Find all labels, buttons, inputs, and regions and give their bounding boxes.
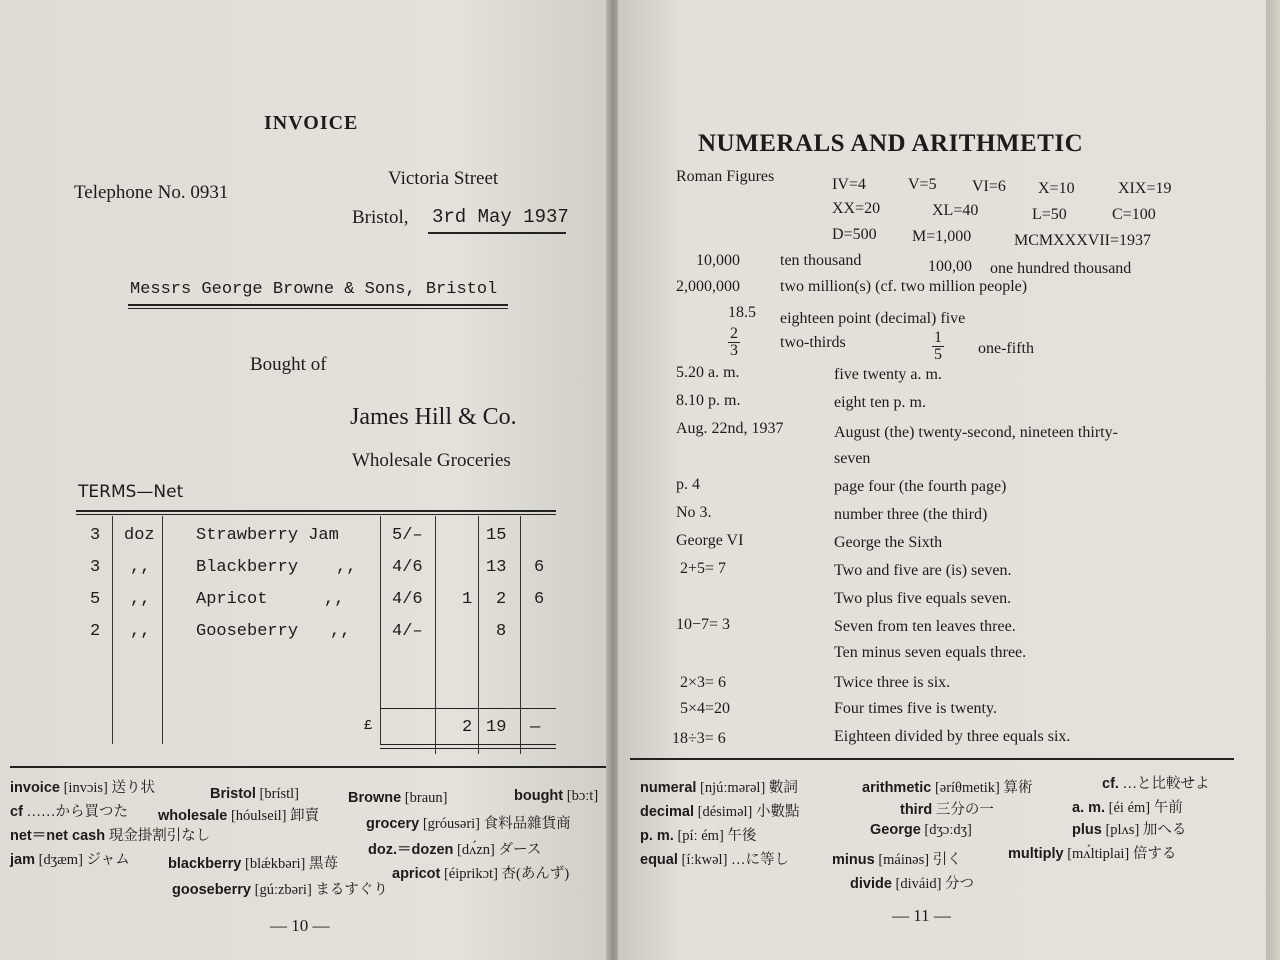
glossary-divider (10, 766, 606, 768)
roman-label: Roman Figures (676, 168, 775, 185)
roman-item: IV=4 (832, 176, 866, 193)
left-page (0, 0, 612, 960)
table-row (78, 590, 558, 620)
gloss-word: gooseberry (172, 882, 251, 898)
equation-text: Eighteen divided by three equals six. (834, 728, 1071, 745)
gloss-word: blackberry (168, 856, 242, 872)
shillings: 2 (496, 590, 507, 609)
number-text: page four (the fourth page) (834, 478, 1007, 495)
number: George VI (676, 532, 744, 549)
gloss-japanese: …と比較せよ (1122, 776, 1210, 792)
roman-item: V=5 (908, 176, 937, 193)
total-shillings: 19 (486, 718, 507, 737)
shillings: 13 (486, 558, 507, 577)
roman-item: D=500 (832, 226, 877, 243)
shillings: 15 (486, 526, 507, 545)
price: 4/6 (392, 590, 423, 609)
gloss-phonetic: [njúːmərəl] (700, 780, 766, 796)
gloss-phonetic: [gúːzbəri] (254, 882, 312, 898)
equation-text: Two plus five equals seven. (834, 590, 1012, 607)
equation-text: Four times five is twenty. (834, 700, 997, 717)
gloss-japanese: 算術 (1003, 780, 1033, 796)
total-row (78, 718, 558, 748)
number-text: one hundred thousand (990, 260, 1132, 277)
gloss-word: divide (850, 876, 892, 892)
gloss-word: a. m. (1072, 800, 1106, 816)
gloss-word: Browne (348, 790, 402, 806)
item: Gooseberry (196, 622, 299, 641)
gloss-japanese: 現金掛割引なし (108, 828, 211, 844)
gloss-japanese: 黑苺 (309, 856, 339, 872)
gloss-word: third (900, 802, 933, 818)
street-address: Victoria Street (388, 168, 499, 189)
gloss-word: arithmetic (862, 780, 932, 796)
number-text: two million(s) (cf. two million people) (780, 278, 1028, 295)
price: 4/6 (392, 558, 423, 577)
roman-item: VI=6 (972, 178, 1006, 195)
right-page (618, 0, 1270, 960)
pounds: 1 (462, 590, 473, 609)
number-text: eighteen point (decimal) five (780, 310, 966, 327)
gloss-word: bought (514, 788, 564, 804)
fraction-two-thirds (728, 326, 740, 359)
gloss-phonetic: [éi ém] (1108, 800, 1151, 816)
gloss-word: grocery (366, 816, 420, 832)
gloss-phonetic: [mʌ́ltiplai] (1067, 846, 1130, 862)
gloss-word: plus (1072, 822, 1102, 838)
terms: TERMS—Net (78, 482, 184, 502)
number-text: five twenty a. m. (834, 366, 942, 383)
number-text: ten thousand (780, 252, 862, 269)
number-text: August (the) twenty-second, nineteen thirty- (834, 424, 1118, 441)
gloss-japanese: 午前 (1153, 800, 1183, 816)
roman-item: M=1,000 (912, 228, 972, 245)
number-text: two-thirds (780, 334, 846, 351)
invoice-title: INVOICE (264, 112, 359, 134)
gloss-japanese: 卸賣 (290, 808, 320, 824)
gloss-phonetic: [píː ém] (677, 828, 724, 844)
unit: ,, (130, 558, 151, 577)
gloss-phonetic: [hóulseil] (230, 808, 287, 824)
qty: 3 (90, 526, 101, 545)
gloss-word: cf (10, 804, 23, 820)
ditto: ,, (330, 622, 351, 641)
gloss-phonetic: [máinəs] (878, 852, 930, 868)
number: Aug. 22nd, 1937 (676, 420, 784, 437)
gloss-phonetic: [braun] (404, 790, 448, 806)
total-pence: — (530, 718, 541, 737)
gloss-phonetic: [dʌ́zn] (457, 842, 495, 858)
gloss-japanese: …に等し (731, 852, 790, 868)
gloss-word: jam (10, 852, 35, 868)
gloss-word: George (870, 822, 921, 838)
number: 18.5 (728, 304, 756, 321)
equation-text: Seven from ten leaves three. (834, 618, 1016, 635)
number: p. 4 (676, 476, 700, 493)
number: 2,000,000 (676, 278, 740, 295)
number: 5.20 a. m. (676, 364, 740, 381)
shillings: 8 (496, 622, 507, 641)
numerator: 1 (934, 329, 942, 346)
gloss-phonetic: [blǽkbəri] (244, 856, 306, 872)
city: Bristol, (352, 207, 409, 228)
gloss-japanese: 三分の一 (935, 802, 994, 818)
roman-item: MCMXXXVII=1937 (1014, 232, 1152, 249)
gloss-phonetic: [brístl] (259, 786, 300, 802)
gloss-word: invoice (10, 780, 60, 796)
gloss-word: multiply (1008, 846, 1064, 862)
gloss-japanese: 倍する (1132, 846, 1177, 862)
gloss-japanese: 杏(あんず) (501, 866, 570, 882)
equation: 10−7= 3 (676, 616, 731, 633)
gloss-word: net＝net cash (10, 828, 106, 844)
number: 10,000 (696, 252, 740, 269)
gloss-phonetic: [désiməl] (697, 804, 753, 820)
gloss-phonetic: [plʌs] (1105, 822, 1140, 838)
ditto: ,, (324, 590, 345, 609)
roman-item: XX=20 (832, 200, 881, 217)
roman-item: X=10 (1038, 180, 1075, 197)
seller-name: James Hill & Co. (350, 404, 517, 430)
gloss-word: cf. (1102, 776, 1119, 792)
gloss-japanese: ジャム (86, 852, 130, 868)
gloss-word: doz.＝dozen (368, 842, 454, 858)
qty: 5 (90, 590, 101, 609)
equation: 2×3= 6 (680, 674, 727, 691)
item: Strawberry Jam (196, 526, 339, 545)
page-title: NUMERALS AND ARITHMETIC (698, 130, 1084, 157)
gloss-word: decimal (640, 804, 694, 820)
qty: 3 (90, 558, 101, 577)
telephone-number: Telephone No. 0931 (74, 182, 229, 203)
addressee: Messrs George Browne & Sons, Bristol (130, 280, 498, 299)
equation: 18÷3= 6 (672, 730, 726, 747)
denominator: 3 (730, 342, 738, 359)
gloss-word: apricot (392, 866, 441, 882)
gloss-phonetic: [éiprikɔt] (443, 866, 498, 882)
denominator: 5 (934, 346, 942, 363)
gloss-japanese: ……から買つた (26, 804, 129, 820)
equation-text: Ten minus seven equals three. (834, 644, 1027, 661)
glossary-divider (630, 758, 1234, 760)
number-text: George the Sixth (834, 534, 943, 551)
gloss-phonetic: [əríθmetik] (934, 780, 1000, 796)
roman-item: XIX=19 (1118, 180, 1172, 197)
invoice-date: 3rd May 1937 (432, 206, 569, 228)
equation: 2+5= 7 (680, 560, 727, 577)
gloss-japanese: 送り状 (111, 780, 156, 796)
gloss-japanese: まるすぐり (315, 882, 388, 898)
roman-item: C=100 (1112, 206, 1156, 223)
ditto: ,, (336, 558, 357, 577)
gloss-phonetic: [diváid] (895, 876, 942, 892)
table-row (78, 526, 558, 556)
gloss-japanese: 食料品雜貨商 (483, 816, 571, 832)
equation: 5×4=20 (680, 700, 731, 717)
fraction-one-fifth (932, 330, 944, 363)
roman-item: XL=40 (932, 202, 979, 219)
gloss-japanese: 數詞 (768, 780, 798, 796)
gloss-word: minus (832, 852, 875, 868)
bought-of-label: Bought of (250, 354, 327, 375)
unit: ,, (130, 590, 151, 609)
unit: doz (124, 526, 155, 545)
gloss-phonetic: [bɔːt] (566, 788, 599, 804)
unit: ,, (130, 622, 151, 641)
gloss-phonetic: [dʒæm] (38, 852, 83, 868)
roman-item: L=50 (1032, 206, 1067, 223)
number-text: seven (834, 450, 871, 467)
gloss-phonetic: [dʒɔːdʒ] (924, 822, 972, 838)
gloss-phonetic: [íːkwəl] (681, 852, 728, 868)
gloss-word: wholesale (158, 808, 228, 824)
gloss-word: p. m. (640, 828, 674, 844)
seller-business: Wholesale Groceries (352, 450, 511, 471)
page-number: — 10 — (270, 916, 330, 935)
price: 5/– (392, 526, 423, 545)
pence: 6 (534, 558, 545, 577)
equation-text: Twice three is six. (834, 674, 951, 691)
gloss-word: equal (640, 852, 678, 868)
gloss-word: Bristol (210, 786, 256, 802)
page-number: — 11 — (892, 906, 951, 925)
gloss-japanese: 分つ (945, 876, 975, 892)
number: No 3. (676, 504, 712, 521)
total-pounds: 2 (462, 718, 473, 737)
item: Blackberry (196, 558, 299, 577)
qty: 2 (90, 622, 101, 641)
table-row (78, 558, 558, 588)
gloss-japanese: 引く (932, 852, 962, 868)
gloss-japanese: ダース (498, 842, 542, 858)
gloss-japanese: 午後 (727, 828, 757, 844)
item: Apricot (196, 590, 268, 609)
price: 4/– (392, 622, 423, 641)
gloss-japanese: 小數點 (756, 804, 800, 820)
pence: 6 (534, 590, 545, 609)
number-text: eight ten p. m. (834, 394, 926, 411)
number: 8.10 p. m. (676, 392, 741, 409)
gloss-japanese: 加へる (1142, 822, 1187, 838)
currency-symbol: £ (364, 718, 373, 734)
numerator: 2 (730, 325, 738, 342)
number: 100,00 (928, 258, 972, 275)
number-text: number three (the third) (834, 506, 988, 523)
gloss-phonetic: [invɔis] (63, 780, 108, 796)
gloss-phonetic: [gróusəri] (422, 816, 480, 832)
number-text: one-fifth (978, 340, 1034, 357)
page-edge (1266, 0, 1280, 960)
equation-text: Two and five are (is) seven. (834, 562, 1012, 579)
gloss-word: numeral (640, 780, 697, 796)
table-row (78, 622, 558, 652)
